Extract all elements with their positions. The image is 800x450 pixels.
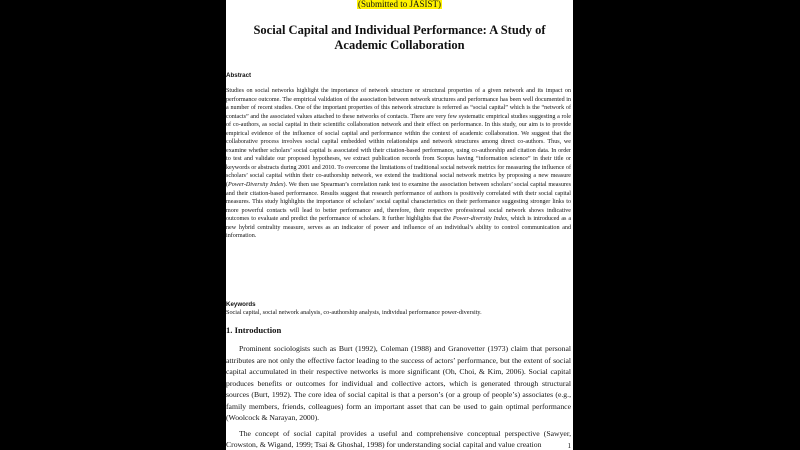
abstract-part-3: , which is introduced as a new hybrid centrality measure, serves as an indicator of power and influence of an individual’s ability to control communication and information.	[226, 216, 572, 240]
keywords-text: Social capital, social network analysis, co-authorship analysis, individual performance power-diversity.	[226, 309, 482, 316]
abstract-text	[226, 87, 571, 241]
introduction-paragraph-2: The concept of social capital provides a useful and comprehensive conceptual perspective (Sawyer, Crowston, & Wigand, 1999; Tsai & Ghoshal, 1998) for understanding social capital and value creation	[226, 428, 571, 449]
introduction-heading: 1. Introduction	[226, 325, 282, 335]
introduction-body	[226, 343, 571, 450]
keywords-heading: Keywords	[226, 301, 256, 308]
abstract-part-2: ). We then use Spearman’s correlation rank test to examine the association between scholars’ social capital measures and their citation-based performance. Results suggest that research performance of authors is positively correlated with their social capital measures. This study highlights the importance of scholars’ social capital characteristics on their performance suggesting stronger links to more powerful contacts will lead to better performance and, therefore, their respective professional social network shows indicative outcomes to evaluate and predict the performance of scholars. It further highlights that the	[226, 182, 571, 223]
power-diversity-index-term-2: Power-diversity Index	[452, 216, 508, 223]
paper-title: Social Capital and Individual Performance: A Study of Academic Collaboration	[253, 23, 546, 52]
submission-note-highlight: (Submitted to JASIST)	[357, 0, 441, 9]
abstract-heading: Abstract	[226, 72, 252, 79]
power-diversity-index-term: Power-Diversity Index	[228, 182, 284, 189]
page-number: 1	[567, 442, 571, 450]
paper-page	[226, 0, 573, 450]
abstract-part-1: Studies on social networks highlight the importance of network structure or structural properties of a given network and its impact on performance outcome. The empirical validation of the association between network structures and performance has been well documented in a number of recent studies. One of the important properties of this network structure is referred as “social capital” which is the “network of contacts” and the associated values attached to these networks of contacts. There are very few systematic empirical studies suggesting a role of co-authors, as social capital in their scientific collaboration network and their effect on performance. In this study, our aim is to provide empirical evidence of the influence of social capital and performance within the context of academic collaboration. We suggest that the collaborative process involves social capital embedded within relationships and network structures among direct co-authors. Thus, we examine whether scholars’ social capital is associated with their citation-based performance, using co-authorship and citation data. In order to test and validate our proposed hypotheses, we extract publication records from Scopus having “information science” in their title or keywords or abstracts during 2001 and 2010. To overcome the limitations of traditional social network metrics for measuring the influence of scholars’ social capital within their co-authorship network, we extend the traditional social network metrics by proposing a new measure (	[226, 88, 571, 189]
introduction-paragraph-1: Prominent sociologists such as Burt (1992), Coleman (1988) and Granovetter (1973) claim that personal attributes are not only the effective factor leading to the success of actors’ performance, but the extent of social capital accumulated in their respective networks is more significant (Oh, Choi, & Kim, 2006). Social capital produces benefits or outcomes for individual and collective actors, which is generated through structural sources (Burt, 1992). The core idea of social capital is that a person’s (or a group of people’s) associates (e.g., family members, friends, colleagues) form an important asset that can be used to gain optimal performance (Woolcock & Narayan, 2000).	[226, 344, 571, 422]
submission-note	[226, 0, 573, 10]
